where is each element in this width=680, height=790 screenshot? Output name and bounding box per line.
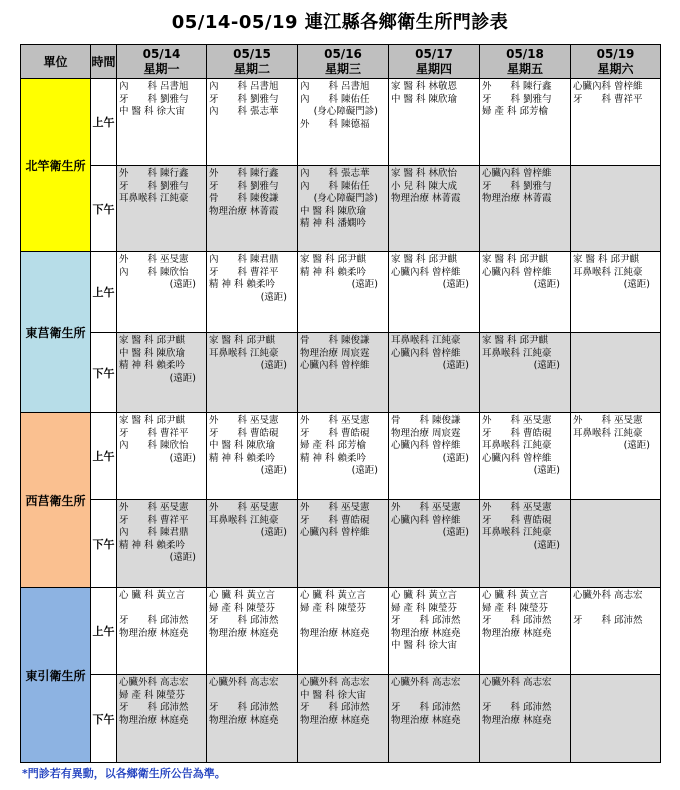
- doctor-entry: 心 臟 科 黃立言: [391, 590, 458, 601]
- session-note: (遠距): [533, 360, 560, 372]
- doctor-entry: 牙 科 邱沛然: [119, 702, 189, 714]
- doctor-entry: 牙 科 邱沛然: [482, 615, 552, 627]
- doctor-entry: 耳鼻喉科 江純豪: [573, 427, 643, 439]
- period-label: 上午: [91, 79, 117, 166]
- doctor-entry: 物理治療 林庭堯: [300, 714, 370, 726]
- header-day: 05/19 星期六: [571, 45, 661, 79]
- doctor-entry: 物理治療 林菁霞: [209, 205, 279, 217]
- doctor-entry: 牙 科 劉雅勻: [482, 93, 552, 105]
- doctor-entry: 中 醫 科 陳欣瑜: [119, 347, 186, 359]
- schedule-cell: [298, 333, 389, 413]
- schedule-cell: [298, 79, 389, 166]
- doctor-entry: 精 神 科 賴柔吟: [209, 279, 276, 291]
- doctor-entry: 物理治療 林菁霞: [391, 193, 461, 205]
- doctor-entry: 家 醫 科 邱尹麒: [119, 335, 186, 346]
- doctor-entry: 心臟內科 曾梓維: [391, 440, 461, 452]
- doctor-entry: 中 醫 科 徐大宙: [300, 689, 367, 701]
- schedule-cell: [117, 79, 207, 166]
- schedule-cell: [298, 252, 389, 333]
- doctor-entry: 心 臟 科 黃立言: [119, 590, 186, 601]
- schedule-cell: [389, 166, 480, 252]
- schedule-cell: [207, 252, 298, 333]
- schedule-cell: [480, 79, 571, 166]
- schedule-cell: [571, 413, 661, 500]
- schedule-cell: [389, 500, 480, 588]
- doctor-entry: 牙 科 曹皓硯: [209, 427, 279, 439]
- schedule-cell: [207, 79, 298, 166]
- doctor-entry: 牙 科 曹祥平: [119, 514, 189, 526]
- doctor-entry: 中 醫 科 陳欣瑜: [391, 93, 458, 105]
- doctor-entry: 牙 科 曹祥平: [573, 93, 643, 105]
- doctor-entry: 外 科 陳行鑫: [119, 168, 189, 179]
- period-label: 上午: [91, 413, 117, 500]
- doctor-entry: [209, 690, 295, 703]
- doctor-entry: 耳鼻喉科 江純豪: [391, 335, 461, 346]
- doctor-entry: 精 神 科 賴柔吟: [209, 452, 276, 464]
- schedule-cell: [389, 333, 480, 413]
- doctor-entry: [119, 603, 204, 616]
- doctor-entry: 家 醫 科 邱尹麒: [482, 335, 549, 346]
- header-row: [21, 45, 661, 79]
- schedule-cell: [389, 588, 480, 675]
- session-note: (遠距): [169, 372, 196, 384]
- doctor-entry: 內 科 陳欣怡: [119, 266, 189, 278]
- doctor-entry: 家 醫 科 邱尹麒: [300, 254, 367, 265]
- doctor-entry: 中 醫 科 陳欣瑜: [209, 440, 276, 452]
- doctor-entry: 骨 科 陳俊謙: [300, 335, 370, 346]
- clinic-schedule-table: [20, 44, 661, 763]
- doctor-entry: 家 醫 科 林欣怡: [391, 168, 458, 179]
- doctor-entry: 牙 科 曹皓硯: [482, 514, 552, 526]
- header-day: 05/17 星期四: [389, 45, 480, 79]
- session-note: (遠距): [169, 552, 196, 564]
- doctor-entry: 心臟外科 高志宏: [300, 677, 370, 688]
- doctor-entry: 牙 科 劉雅勻: [482, 180, 552, 192]
- doctor-entry: 婦 產 科 陳瑩芬: [391, 602, 458, 614]
- session-note: (遠距): [442, 360, 469, 372]
- doctor-entry: 物理治療 林庭堯: [482, 714, 552, 726]
- doctor-entry: 內 科 張志華: [209, 106, 279, 118]
- doctor-entry: 牙 科 劉雅勻: [209, 180, 279, 192]
- session-note: (遠距): [351, 465, 378, 477]
- doctor-entry: 物理治療 林庭堯: [391, 627, 461, 639]
- session-note: (遠距): [260, 291, 287, 303]
- doctor-entry: 耳鼻喉科 江純豪: [209, 514, 279, 526]
- doctor-entry: 中 醫 科 徐大宙: [119, 106, 186, 118]
- session-note: (遠距): [260, 360, 287, 372]
- clinic-name: 東引衛生所: [21, 588, 91, 763]
- doctor-entry: 外 科 巫旻憲: [119, 254, 189, 265]
- doctor-entry: 心臟外科 高志宏: [209, 677, 279, 688]
- session-note: (遠距): [260, 527, 287, 539]
- doctor-entry: 內 科 陳君鼎: [209, 254, 279, 265]
- doctor-entry: 家 醫 科 邱尹麒: [119, 415, 186, 426]
- header-day: 05/15 星期二: [207, 45, 298, 79]
- schedule-cell: [207, 166, 298, 252]
- period-label: 上午: [91, 588, 117, 675]
- schedule-cell: [298, 166, 389, 252]
- doctor-entry: 骨 科 陳俊謙: [391, 415, 461, 426]
- doctor-entry: 小 兒 科 陳大成: [391, 180, 458, 192]
- period-label: 下午: [91, 333, 117, 413]
- doctor-entry: 心臟內科 曾梓維: [391, 266, 461, 278]
- doctor-entry: 中 醫 科 徐大宙: [391, 640, 458, 652]
- doctor-entry: 心臟外科 高志宏: [482, 677, 552, 688]
- doctor-entry: 婦 產 科 陳瑩芬: [300, 602, 367, 614]
- doctor-entry: 家 醫 科 林敬恩: [391, 81, 458, 92]
- doctor-entry: 牙 科 曹祥平: [209, 266, 279, 278]
- doctor-entry: 牙 科 邱沛然: [482, 702, 552, 714]
- session-note: (遠距): [623, 440, 650, 452]
- doctor-entry: 牙 科 邱沛然: [573, 615, 643, 627]
- period-label: 下午: [91, 675, 117, 763]
- doctor-entry: 物理治療 周宸霆: [300, 347, 370, 359]
- doctor-entry: 物理治療 林菁霞: [482, 193, 552, 205]
- doctor-entry: 心臟內科 曾梓維: [482, 168, 552, 179]
- doctor-entry: 牙 科 劉雅勻: [119, 93, 189, 105]
- schedule-cell: [298, 675, 389, 763]
- schedule-cell: [117, 166, 207, 252]
- doctor-entry: 外 科 巫旻憲: [482, 502, 552, 513]
- session-note: (遠距): [260, 465, 287, 477]
- session-note: (遠距): [533, 279, 560, 291]
- doctor-entry: 心臟內科 曾梓維: [482, 266, 552, 278]
- session-note: (遠距): [533, 465, 560, 477]
- schedule-cell: [571, 166, 661, 252]
- period-label: 下午: [91, 500, 117, 588]
- session-note: (遠距): [533, 539, 560, 551]
- doctor-entry: 內 科 陳佑任: [300, 180, 370, 192]
- session-note: (遠距): [623, 279, 650, 291]
- doctor-entry: 外 科 巫旻憲: [391, 502, 461, 513]
- doctor-entry: 心臟外科 高志宏: [391, 677, 461, 688]
- session-note: (遠距): [169, 452, 196, 464]
- doctor-entry: 外 科 陳德福: [300, 118, 370, 130]
- schedule-cell: [117, 588, 207, 675]
- doctor-entry: 心臟內科 曾梓維: [391, 347, 461, 359]
- session-note: (身心障礙門診): [313, 106, 378, 118]
- doctor-entry: 物理治療 林庭堯: [119, 627, 189, 639]
- doctor-entry: 外 科 巫旻憲: [300, 502, 370, 513]
- header-time: 時間: [91, 45, 117, 79]
- doctor-entry: 外 科 巫旻憲: [482, 415, 552, 426]
- doctor-entry: 牙 科 曹祥平: [119, 427, 189, 439]
- doctor-entry: 內 科 呂書旭: [119, 81, 189, 92]
- doctor-entry: [391, 690, 477, 703]
- doctor-entry: 牙 科 劉雅勻: [119, 180, 189, 192]
- doctor-entry: 心臟外科 高志宏: [573, 590, 643, 601]
- table-row: [21, 166, 661, 252]
- schedule-cell: [571, 588, 661, 675]
- schedule-cell: [207, 675, 298, 763]
- doctor-entry: 婦 產 科 陳瑩芬: [482, 602, 549, 614]
- doctor-entry: 心臟內科 曾梓維: [300, 360, 370, 372]
- schedule-cell: [389, 675, 480, 763]
- doctor-entry: 牙 科 邱沛然: [300, 702, 370, 714]
- clinic-name: 北竿衛生所: [21, 79, 91, 252]
- doctor-entry: 物理治療 周宸霆: [391, 427, 461, 439]
- schedule-cell: [480, 500, 571, 588]
- doctor-entry: 物理治療 林庭堯: [300, 627, 370, 639]
- schedule-cell: [480, 413, 571, 500]
- session-note: (遠距): [169, 279, 196, 291]
- schedule-cell: [480, 675, 571, 763]
- doctor-entry: 精 神 科 賴柔吟: [119, 360, 186, 372]
- doctor-entry: 中 醫 科 陳欣瑜: [300, 205, 367, 217]
- schedule-cell: [571, 79, 661, 166]
- doctor-entry: 心臟內科 曾梓維: [573, 81, 643, 92]
- doctor-entry: [573, 603, 658, 616]
- schedule-cell: [298, 588, 389, 675]
- doctor-entry: 耳鼻喉科 江純豪: [209, 347, 279, 359]
- doctor-entry: 內 科 陳佑任: [300, 93, 370, 105]
- schedule-cell: [571, 675, 661, 763]
- period-label: 下午: [91, 166, 117, 252]
- doctor-entry: 外 科 巫旻憲: [300, 415, 370, 426]
- schedule-cell: [480, 333, 571, 413]
- doctor-entry: 耳鼻喉科 江純豪: [119, 193, 189, 205]
- doctor-entry: 內 科 張志華: [300, 168, 370, 179]
- doctor-entry: 家 醫 科 邱尹麒: [209, 335, 276, 346]
- header-day: 05/18 星期五: [480, 45, 571, 79]
- doctor-entry: 內 科 陳君鼎: [119, 527, 189, 539]
- schedule-cell: [207, 413, 298, 500]
- schedule-cell: [207, 588, 298, 675]
- doctor-entry: 耳鼻喉科 江純豪: [482, 440, 552, 452]
- doctor-entry: 牙 科 曹皓硯: [482, 427, 552, 439]
- doctor-entry: 心 臟 科 黃立言: [300, 590, 367, 601]
- doctor-entry: 耳鼻喉科 江純豪: [482, 347, 552, 359]
- doctor-entry: 婦 產 科 邱芳榆: [482, 106, 549, 118]
- doctor-entry: 精 神 科 賴柔吟: [119, 539, 186, 551]
- doctor-entry: 心 臟 科 黃立言: [209, 590, 276, 601]
- schedule-cell: [571, 252, 661, 333]
- table-row: [21, 675, 661, 763]
- doctor-entry: 物理治療 林庭堯: [391, 714, 461, 726]
- table-row: [21, 500, 661, 588]
- doctor-entry: 家 醫 科 邱尹麒: [391, 254, 458, 265]
- table-row: [21, 333, 661, 413]
- doctor-entry: 外 科 巫旻憲: [573, 415, 643, 426]
- doctor-entry: 精 神 科 賴柔吟: [300, 452, 367, 464]
- schedule-cell: [389, 79, 480, 166]
- schedule-cell: [207, 333, 298, 413]
- clinic-name: 西莒衛生所: [21, 413, 91, 588]
- doctor-entry: 內 科 陳欣怡: [119, 440, 189, 452]
- table-row: [21, 413, 661, 500]
- schedule-cell: [480, 588, 571, 675]
- session-note: (身心障礙門診): [313, 193, 378, 205]
- header-day: 05/16 星期三: [298, 45, 389, 79]
- schedule-cell: [571, 500, 661, 588]
- doctor-entry: 家 醫 科 邱尹麒: [482, 254, 549, 265]
- schedule-cell: [298, 500, 389, 588]
- schedule-cell: [117, 252, 207, 333]
- period-label: 上午: [91, 252, 117, 333]
- doctor-entry: 物理治療 林庭堯: [482, 627, 552, 639]
- doctor-entry: 婦 產 科 陳瑩芬: [209, 602, 276, 614]
- doctor-entry: 精 神 科 潘嫻吟: [300, 218, 367, 230]
- doctor-entry: 外 科 巫旻憲: [119, 502, 189, 513]
- doctor-entry: 心臟內科 曾梓維: [482, 452, 552, 464]
- doctor-entry: 物理治療 林庭堯: [209, 714, 279, 726]
- doctor-entry: 心臟內科 曾梓維: [391, 514, 461, 526]
- session-note: (遠距): [351, 279, 378, 291]
- schedule-cell: [117, 675, 207, 763]
- doctor-entry: 牙 科 曹皓硯: [300, 427, 370, 439]
- doctor-entry: 耳鼻喉科 江純豪: [573, 266, 643, 278]
- doctor-entry: [300, 615, 386, 628]
- doctor-entry: 耳鼻喉科 江純豪: [482, 527, 552, 539]
- schedule-cell: [480, 252, 571, 333]
- doctor-entry: 牙 科 邱沛然: [391, 702, 461, 714]
- doctor-entry: 牙 科 劉雅勻: [209, 93, 279, 105]
- doctor-entry: 外 科 巫旻憲: [209, 415, 279, 426]
- clinic-name: 東莒衛生所: [21, 252, 91, 413]
- table-row: [21, 79, 661, 166]
- schedule-cell: [480, 166, 571, 252]
- doctor-entry: 物理治療 林庭堯: [119, 714, 189, 726]
- doctor-entry: 精 神 科 賴柔吟: [300, 266, 367, 278]
- doctor-entry: 牙 科 邱沛然: [209, 615, 279, 627]
- doctor-entry: 牙 科 邱沛然: [119, 615, 189, 627]
- doctor-entry: 婦 產 科 邱芳榆: [300, 440, 367, 452]
- table-row: [21, 252, 661, 333]
- doctor-entry: 物理治療 林庭堯: [209, 627, 279, 639]
- doctor-entry: 內 科 呂書旭: [300, 81, 370, 92]
- doctor-entry: 牙 科 邱沛然: [209, 702, 279, 714]
- footer-note: *門診若有異動，以各鄉衛生所公告為準。: [22, 767, 226, 780]
- header-unit: 單位: [21, 45, 91, 79]
- session-note: (遠距): [442, 527, 469, 539]
- doctor-entry: 婦 產 科 陳瑩芬: [119, 689, 186, 701]
- schedule-cell: [389, 252, 480, 333]
- session-note: (遠距): [442, 452, 469, 464]
- doctor-entry: 心臟內科 曾梓維: [300, 527, 370, 539]
- doctor-entry: 家 醫 科 邱尹麒: [573, 254, 640, 265]
- schedule-cell: [571, 333, 661, 413]
- doctor-entry: [482, 690, 568, 703]
- table-row: [21, 588, 661, 675]
- schedule-cell: [117, 413, 207, 500]
- doctor-entry: 牙 科 曹皓硯: [300, 514, 370, 526]
- schedule-cell: [298, 413, 389, 500]
- header-day: 05/14 星期一: [117, 45, 207, 79]
- doctor-entry: 骨 科 陳俊謙: [209, 193, 279, 205]
- schedule-cell: [207, 500, 298, 588]
- session-note: (遠距): [442, 279, 469, 291]
- schedule-cell: [117, 333, 207, 413]
- doctor-entry: 牙 科 邱沛然: [391, 615, 461, 627]
- page-title: 05/14-05/19 連江縣各鄉衛生所門診表: [171, 12, 509, 33]
- schedule-cell: [389, 413, 480, 500]
- doctor-entry: 外 科 陳行鑫: [482, 81, 552, 92]
- doctor-entry: 內 科 呂書旭: [209, 81, 279, 92]
- schedule-cell: [117, 500, 207, 588]
- doctor-entry: 心 臟 科 黃立言: [482, 590, 549, 601]
- doctor-entry: 外 科 陳行鑫: [209, 168, 279, 179]
- doctor-entry: 心臟外科 高志宏: [119, 677, 189, 688]
- doctor-entry: 外 科 巫旻憲: [209, 502, 279, 513]
